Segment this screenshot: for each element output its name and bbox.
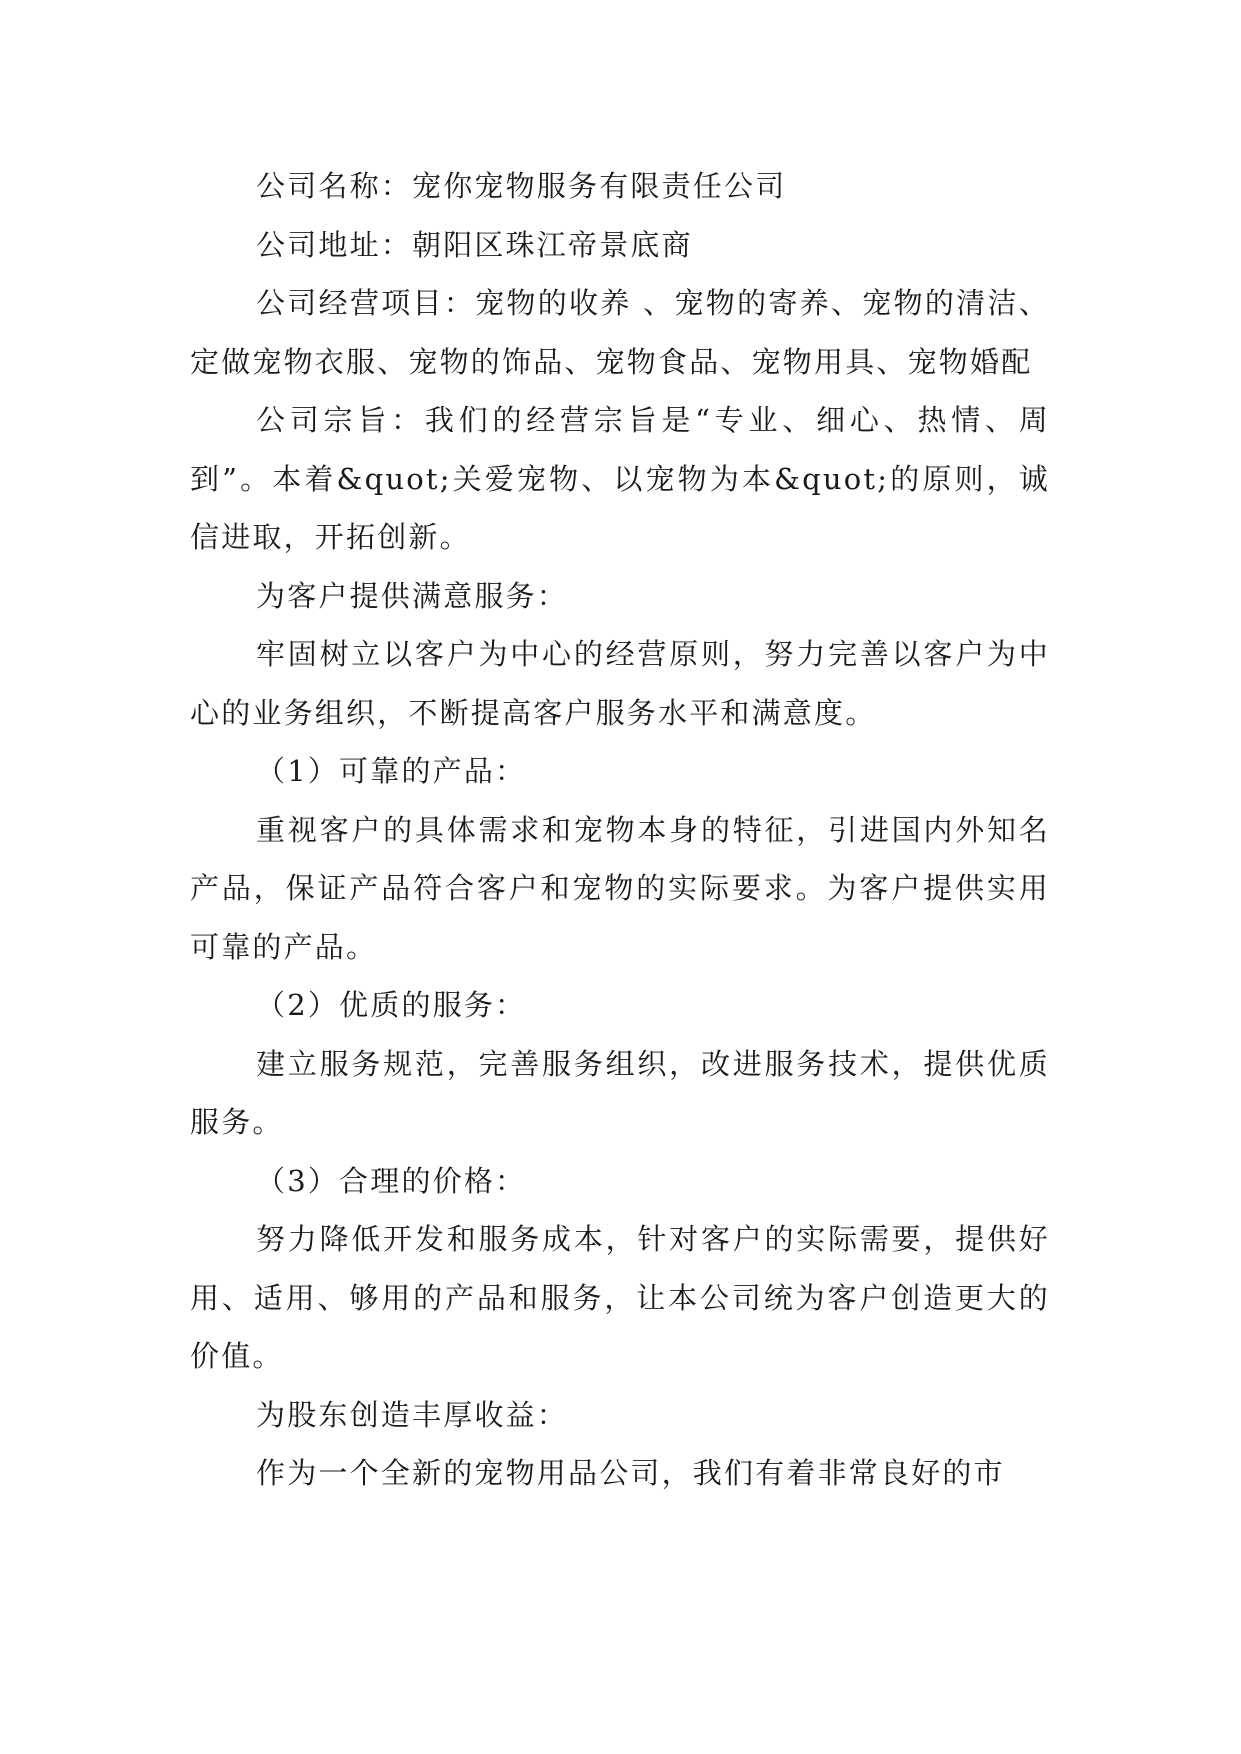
company-name-paragraph: 公司名称：宠你宠物服务有限责任公司 <box>256 169 787 203</box>
business-scope-paragraph: 公司经营项目：宠物的收养 、宠物的寄养、宠物的清洁、定做宠物衣服、宠物的饰品、宠物食品、宠物用具、宠物婚配 <box>190 286 1050 379</box>
quality-service-heading: （2）优质的服务： <box>256 988 527 1022</box>
shareholder-returns-heading: 为股东创造丰厚收益： <box>256 1397 569 1432</box>
reasonable-price-paragraph: 努力降低开发和服务成本，针对客户的实际需要，提供好用、适用、够用的产品和服务，让本公司统为客户创造更大的价值。 <box>190 1222 1050 1373</box>
company-tenet-paragraph: 公司宗旨：我们的经营宗旨是“专业、细心、热情、周到”。本着&quot;关爱宠物、以宠物为本&quot;的原则，诚信进取，开拓创新。 <box>190 403 1050 554</box>
reliable-products-paragraph: 重视客户的具体需求和宠物本身的特征，引进国内外知名产品，保证产品符合客户和宠物的实际要求。为客户提供实用可靠的产品。 <box>190 812 1050 964</box>
quality-service-paragraph: 建立服务规范，完善服务组织，改进服务技术，提供优质服务。 <box>190 1046 1050 1139</box>
document-body <box>190 157 1050 1503</box>
company-address-paragraph: 公司地址：朝阳区珠江帝景底商 <box>256 227 693 262</box>
customer-service-heading: 为客户提供满意服务： <box>256 578 569 613</box>
customer-service-paragraph: 牢固树立以客户为中心的经营原则，努力完善以客户为中心的业务组织，不断提高客户服务水平和满意度。 <box>190 637 1050 730</box>
reasonable-price-heading: （3）合理的价格： <box>256 1163 527 1198</box>
shareholder-returns-paragraph: 作为一个全新的宠物用品公司，我们有着非常良好的市 <box>256 1456 1005 1490</box>
reliable-products-heading: （1）可靠的产品： <box>256 754 527 788</box>
